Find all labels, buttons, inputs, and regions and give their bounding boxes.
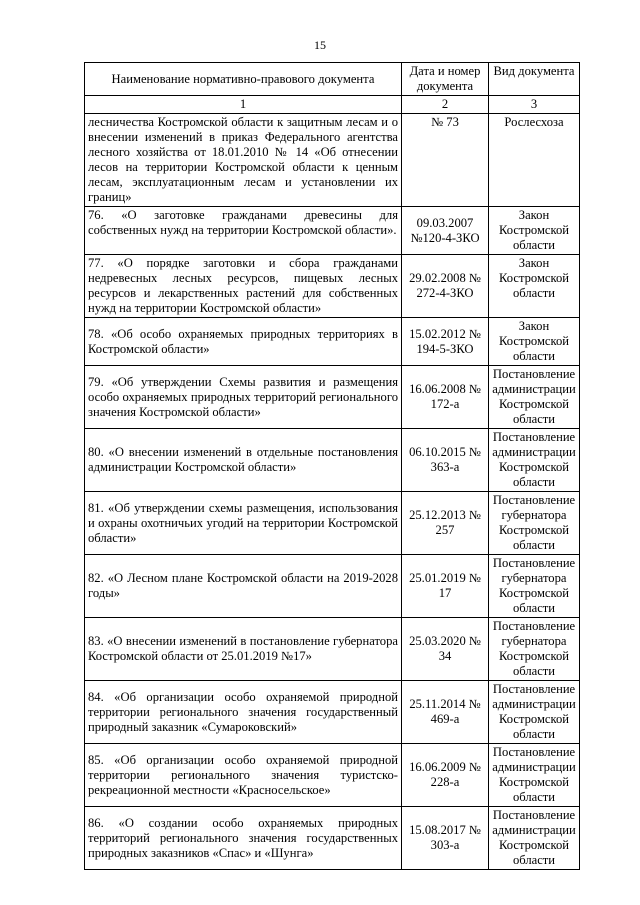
table-row [85, 207, 580, 255]
document-name: 84. «Об организации особо охраняемой природной территории регионального значения государственный природный заказник «Сумароковский» [85, 681, 402, 744]
table-row [85, 366, 580, 429]
table-header-row [85, 63, 580, 96]
document-kind: Закон Костромской области [489, 318, 580, 366]
document-date: 16.06.2008 № 172-а [402, 366, 489, 429]
document-name: 82. «О Лесном плане Костромской области на 2019-2028 годы» [85, 555, 402, 618]
document-kind: Постановление администрации Костромской области [489, 807, 580, 870]
document-date: 25.12.2013 № 257 [402, 492, 489, 555]
document-kind: Постановление губернатора Костромской области [489, 492, 580, 555]
regulations-table [84, 62, 580, 870]
table-row [85, 807, 580, 870]
document-kind: Рослесхоза [489, 114, 580, 207]
document-kind: Постановление администрации Костромской области [489, 681, 580, 744]
document-name: 79. «Об утверждении Схемы развития и размещения особо охраняемых природных территорий регионального значения Костромской области» [85, 366, 402, 429]
document-date: 09.03.2007 №120-4-ЗКО [402, 207, 489, 255]
document-date: 29.02.2008 № 272-4-ЗКО [402, 255, 489, 318]
document-date: 06.10.2015 № 363-а [402, 429, 489, 492]
table-row [85, 114, 580, 207]
page-number: 15 [314, 38, 326, 52]
column-number-row [85, 96, 580, 114]
header-document-name: Наименование нормативно-правового документа [85, 63, 402, 96]
document-kind: Постановление администрации Костромской области [489, 429, 580, 492]
table-row [85, 429, 580, 492]
header-date-number: Дата и номер документа [402, 63, 489, 96]
document-kind: Постановление губернатора Костромской области [489, 618, 580, 681]
document-kind: Закон Костромской области [489, 255, 580, 318]
table-row [85, 318, 580, 366]
document-name: лесничества Костромской области к защитным лесам и о внесении изменений в приказ Федерального агентства лесного хозяйства от 18.01.2010 № 14 «Об отнесении лесов на территории Костромской области к ценным лесам, эксплуатационным лесам и установлении их границ» [85, 114, 402, 207]
document-date: 15.08.2017 № 303-а [402, 807, 489, 870]
document-kind: Закон Костромской области [489, 207, 580, 255]
document-date: 15.02.2012 № 194-5-ЗКО [402, 318, 489, 366]
document-kind: Постановление администрации Костромской области [489, 744, 580, 807]
document-name: 78. «Об особо охраняемых природных территориях в Костромской области» [85, 318, 402, 366]
table-row [85, 255, 580, 318]
document-name: 86. «О создании особо охраняемых природных территорий регионального значения государственных природных заказников «Спас» и «Шунга» [85, 807, 402, 870]
document-date: 16.06.2009 № 228-а [402, 744, 489, 807]
document-name: 80. «О внесении изменений в отдельные постановления администрации Костромской области» [85, 429, 402, 492]
column-number-2: 2 [402, 96, 489, 114]
table-row [85, 492, 580, 555]
document-name: 81. «Об утверждении схемы размещения, использования и охраны охотничьих угодий на территории Костромской области» [85, 492, 402, 555]
document-date: № 73 [402, 114, 489, 207]
document-kind: Постановление администрации Костромской области [489, 366, 580, 429]
document-date: 25.01.2019 № 17 [402, 555, 489, 618]
document-date: 25.11.2014 № 469-а [402, 681, 489, 744]
document-kind: Постановление губернатора Костромской области [489, 555, 580, 618]
document-name: 77. «О порядке заготовки и сбора гражданами недревесных лесных ресурсов, пищевых лесных ресурсов и лекарственных растений для собственных нужд на территории Костромской области» [85, 255, 402, 318]
table-row [85, 744, 580, 807]
document-date: 25.03.2020 № 34 [402, 618, 489, 681]
document-name: 83. «О внесении изменений в постановление губернатора Костромской области от 25.01.2019 №17» [85, 618, 402, 681]
table-row [85, 681, 580, 744]
header-document-kind: Вид документа [489, 63, 580, 96]
document-name: 76. «О заготовке гражданами древесины для собственных нужд на территории Костромской области». [85, 207, 402, 255]
column-number-3: 3 [489, 96, 580, 114]
document-name: 85. «Об организации особо охраняемой природной территории регионального значения туристско-рекреационной местности «Красносельское» [85, 744, 402, 807]
table-row [85, 618, 580, 681]
table-row [85, 555, 580, 618]
column-number-1: 1 [85, 96, 402, 114]
